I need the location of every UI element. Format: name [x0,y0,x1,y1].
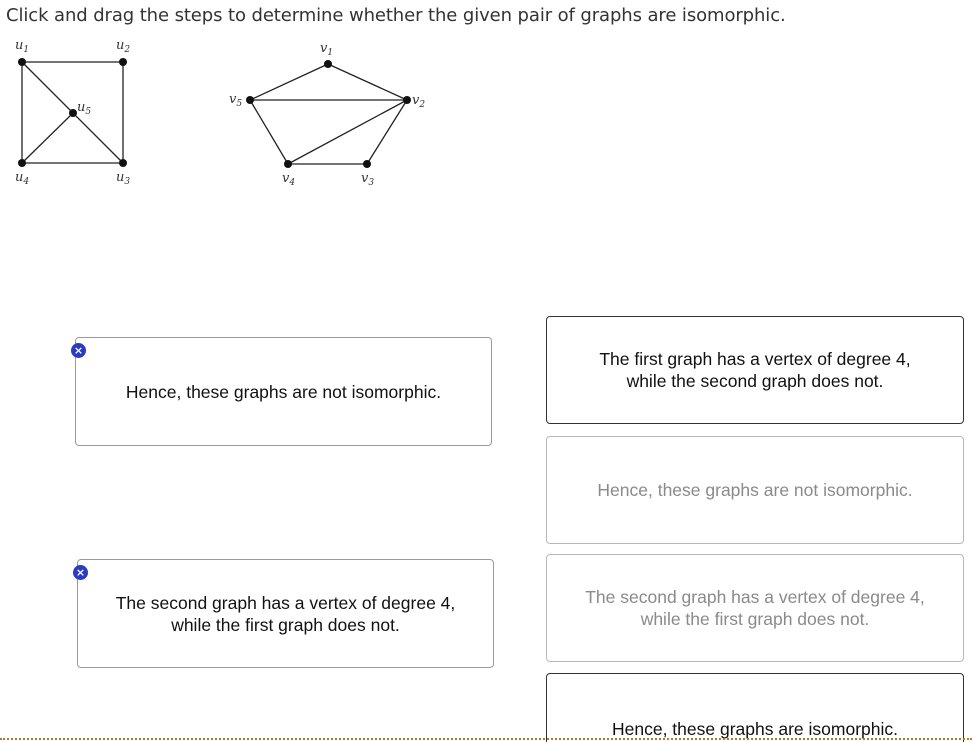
answer-slot-2-text: The second graph has a vertex of degree 4, while the first graph does not. [115,592,456,635]
remove-step-2-icon[interactable]: × [73,565,88,580]
vertex-u2 [119,58,127,66]
choice-card-2-text: Hence, these graphs are not isomorphic. [597,480,913,500]
vertex-u1 [18,58,26,66]
remove-step-1-icon[interactable]: × [71,343,86,358]
graph2-edges [250,64,407,164]
vertex-u5 [69,109,77,117]
edge-v1-v5 [250,64,328,100]
vertex-v1 [324,60,332,68]
instruction-text: Click and drag the steps to determine whether the given pair of graphs are isomorphic. [6,5,786,26]
label-v4: $v_4$ [282,171,296,188]
graph2-vertices [246,60,411,168]
answer-slot-1[interactable] [75,337,492,446]
label-v2: $v_2$ [412,93,426,110]
label-v3: $v_3$ [361,171,375,188]
label-v1: $v_1$ [320,41,334,58]
choice-card-2[interactable] [546,436,964,544]
page-divider [0,738,972,740]
answer-slot-1-text: Hence, these graphs are not isomorphic. [125,381,442,402]
label-u2: $u_2$ [116,38,131,55]
choice-card-4[interactable] [546,673,964,742]
label-u3: $u_3$ [116,170,131,187]
graph-figure [0,32,460,192]
edge-v1-v2 [328,64,407,100]
vertex-u4 [18,159,26,167]
vertex-v4 [284,160,292,168]
edge-v2-v3 [367,100,407,164]
edge-v2-v4 [288,100,407,164]
vertex-u3 [119,159,127,167]
label-u5: $u_5$ [77,100,92,117]
label-u1: $u_1$ [15,38,30,55]
edge-u4-u5 [22,113,73,163]
choice-card-1[interactable] [546,316,964,424]
answer-slot-2[interactable] [77,559,494,668]
choice-card-3[interactable] [546,554,964,662]
choice-card-1-text: The first graph has a vertex of degree 4, while the second graph does not. [599,349,911,391]
choice-card-4-text: Hence, these graphs are isomorphic. [612,719,898,739]
label-u4: $u_4$ [15,170,30,187]
vertex-v3 [363,160,371,168]
vertex-v2 [403,96,411,104]
label-v5: $v_5$ [229,92,243,109]
choice-card-3-text: The second graph has a vertex of degree 4, while the first graph does not. [585,587,925,629]
edge-v5-v4 [250,100,288,164]
vertex-v5 [246,96,254,104]
